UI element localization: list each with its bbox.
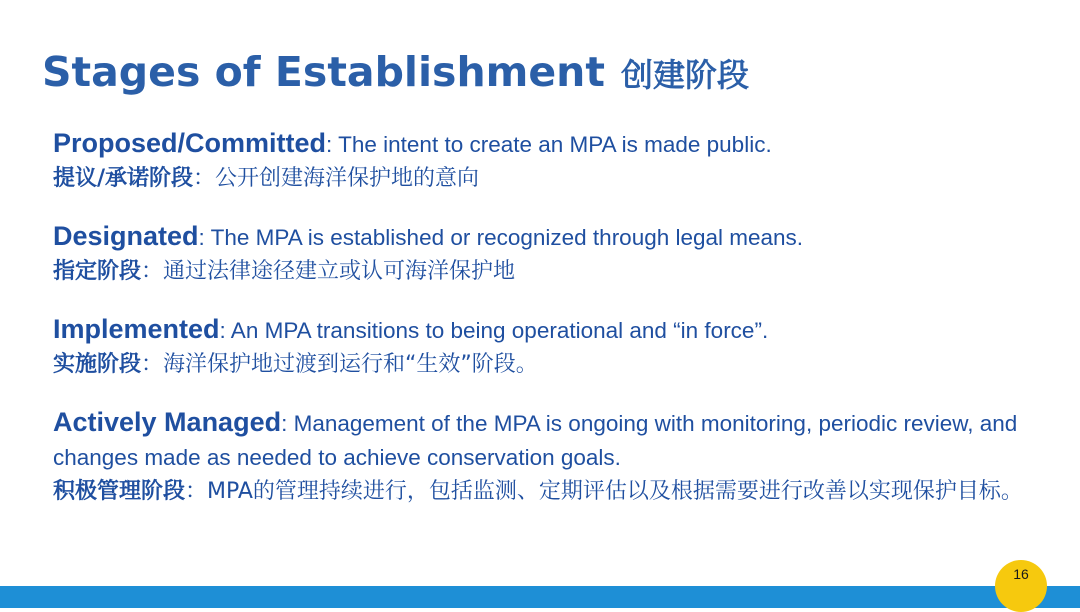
stage-term-cn: 指定阶段 [53, 259, 142, 284]
stage-english-text [53, 312, 1043, 348]
stage-description: : The MPA is established or recognized through legal means. [198, 225, 804, 250]
stages-list [53, 126, 1043, 532]
stage-actively-managed [53, 405, 1043, 508]
stage-description: : The intent to create an MPA is made public. [326, 132, 772, 157]
stage-term: Proposed/Committed [53, 128, 327, 158]
stage-term: Implemented [53, 314, 220, 344]
stage-english-text [53, 219, 1043, 255]
stage-implemented [53, 312, 1043, 381]
stage-description: : An MPA transitions to being operational and “in force”. [219, 318, 769, 343]
stage-chinese-text [53, 162, 1043, 195]
stage-chinese-text [53, 348, 1043, 381]
stage-english-text [53, 126, 1043, 162]
stage-description: : Management of the MPA is ongoing with monitoring, periodic review, and changes made as needed to achieve conservation goals. [53, 411, 1018, 470]
stage-term-cn: 实施阶段 [53, 352, 142, 377]
stage-chinese-text [53, 255, 1043, 288]
stage-term-cn: 提议/承诺阶段 [53, 166, 194, 191]
stage-term: Actively Managed [53, 407, 282, 437]
stage-chinese-text [53, 475, 1043, 508]
stage-description-cn: ：公开创建海洋保护地的意向 [193, 166, 480, 191]
stage-english-text [53, 405, 1043, 475]
title-english: Stages of Establishment [42, 48, 605, 96]
stage-term: Designated [53, 221, 199, 251]
stage-description-cn: ：MPA的管理持续进行，包括监测、定期评估以及根据需要进行改善以实现保护目标。 [185, 479, 1023, 504]
footer-bar [0, 586, 1080, 608]
stage-term-cn: 积极管理阶段 [53, 479, 186, 504]
stage-proposed-committed [53, 126, 1043, 195]
slide-title [42, 42, 749, 105]
page-number-badge: 16 [995, 560, 1047, 612]
title-chinese: 创建阶段 [620, 56, 749, 94]
stage-description-cn: ：通过法律途径建立或认可海洋保护地 [141, 259, 516, 284]
stage-designated [53, 219, 1043, 288]
stage-description-cn: ：海洋保护地过渡到运行和“生效”阶段。 [141, 352, 538, 377]
